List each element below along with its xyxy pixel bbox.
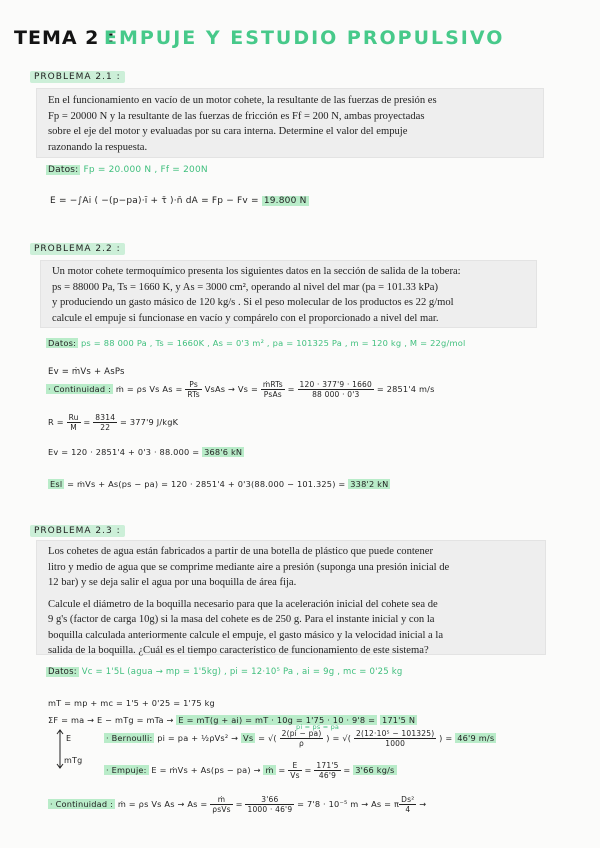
emp-result: 3'66 kg/s [355, 765, 395, 775]
statement-line: 9 g's (factor de carga 10g) si la masa del cohete es de 250 g. Para el instante inicial y con la [48, 614, 435, 625]
cont-text: = [287, 384, 298, 394]
statement-line: sobre el eje del motor y evaluadas por su cara interna. Determine el valor del empuje [48, 126, 408, 137]
problem-2-2-statement [40, 260, 537, 328]
cont-text: = [232, 799, 246, 809]
problem-2-2-label: PROBLEMA 2.2 : [30, 243, 125, 255]
r-text: = [83, 417, 94, 427]
empuje-line [104, 761, 397, 780]
bernoulli-line [104, 729, 496, 748]
fraction: $\frac{E}{Vs}$ [290, 761, 300, 780]
datos-values: Vc = 1'5L (agua → mp = 1'5kg) , pi = 12·10⁵ Pa , ai = 9g , mc = 0'25 kg [81, 667, 403, 677]
datos-label: Datos: [48, 165, 79, 175]
statement-line: Los cohetes de agua están fabricados a partir de una botella de plástico que puede contener [48, 546, 434, 557]
statement-line: boquilla calculada anteriormente calcule el empuje, el gasto másico y la velocidad inicial a la [48, 629, 444, 641]
statement-line: Un motor cohete termoquímico presenta los siguientes datos en la sección de salida de la tobera: [52, 266, 461, 277]
bern-result: 46'9 m/s [457, 733, 495, 743]
total-mass-line: mT = mp + mc = 1'5 + 0'25 = 1'75 kg [48, 698, 215, 708]
fraction: $\frac{Ru}{M}$ [68, 413, 79, 432]
fraction: $\frac{Ps}{\text{RTs}}$ [187, 380, 200, 399]
cont-text: ṁ = ρs Vs As → As = [115, 799, 211, 809]
problem-2-3-datos [46, 667, 402, 677]
arrow-label-e: E [66, 734, 72, 743]
emp-text: E = ṁVs + As(ps − pa) → [148, 765, 264, 775]
statement-line: 12 bar) y se deja salir el agua por una boquilla de área fija. [48, 577, 297, 588]
ev-calc: Ev = 120 · 2851'4 + 0'3 · 88.000 = [48, 447, 200, 457]
esl-label: Esl [50, 479, 63, 489]
problem-2-1-datos [46, 165, 208, 175]
statement-line: En el funcionamiento en vacío de un motor cohete, la resultante de las fuerzas de presión es [48, 95, 437, 106]
r-text: R = [48, 417, 67, 427]
problem-2-1-statement [36, 88, 544, 158]
cont-text: VsAs → Vs = [204, 384, 261, 394]
sumf-text: E = mT(g + ai) = mT · 10g = 1'75 · 10 · 9'8 = [178, 715, 376, 725]
sumf-result: 171'5 N [381, 715, 416, 725]
page-title-tema: TEMA 2 : [14, 27, 116, 49]
problem-2-1-label: PROBLEMA 2.1 : [30, 71, 125, 83]
fraction: $\frac{\text{Ds²}}{4}$ [401, 795, 415, 814]
continuidad-2-3-line [48, 795, 426, 814]
emp-text: = [340, 765, 351, 775]
fraction: $\frac{\text{ṁ}}{\text{ρsVs}}$ [212, 795, 231, 814]
arrow-label-mtg: mTg [64, 756, 83, 765]
fraction: $\frac{171'5}{46'9}$ [316, 761, 339, 780]
problem-2-2-datos [46, 338, 466, 348]
problem-2-3-label: PROBLEMA 2.3 : [30, 525, 125, 537]
r-constant-line [48, 413, 178, 432]
fraction: $\frac{120 \cdot 377'9 \cdot 1660}{88 000 \cdot 0'3}$ [299, 380, 373, 399]
problem-2-3-statement [36, 540, 546, 655]
datos-values: Fp = 20.000 N , Ff = 200N [83, 165, 208, 175]
cont-text: → [416, 799, 427, 809]
fraction: $\frac{3'66}{1000 \cdot 46'9}$ [247, 795, 293, 814]
bern-text: ) = √( [323, 733, 354, 743]
emp-text: = [275, 765, 289, 775]
bern-vs: Vs [243, 733, 254, 743]
statement-line: y produciendo un gasto másico de 120 kg/s . Si el peso molecular de los productos es 22 g/mol [52, 297, 454, 308]
statement-line: Calcule el diámetro de la boquilla necesario para que la aceleración inicial del cohete sea de [48, 598, 438, 610]
cont-text: ṁ = ρs Vs As = [115, 384, 186, 394]
datos-label: Datos: [48, 338, 77, 348]
bern-text: pi = pa + ½ρVs² → [154, 733, 242, 743]
esl-calc: = ṁVs + As(ps − pa) = 120 · 2851'4 + 0'3(88.000 − 101.325) = [64, 479, 346, 489]
statement-line: razonando la respuesta. [48, 141, 148, 153]
datos-label: Datos: [48, 667, 77, 677]
cont-text: = 7'8 · 10⁻⁵ m → As = π [294, 799, 400, 809]
force-balance-line [48, 715, 417, 725]
fraction: $\frac{\text{ṁRTs}}{\text{PsAs}}$ [262, 380, 283, 399]
fraction: $\frac{8314}{22}$ [95, 413, 116, 432]
statement-line: Fp = 20000 N y la resultante de las fuerzas de fricción es Ff = 200 N, ambas proyectadas [48, 110, 425, 122]
statement-line: calcule el empuje si funcionase en vacío y compárelo con el proporcionado a nivel del mar. [52, 312, 439, 324]
bernoulli-label: · Bernoulli: [106, 733, 153, 743]
cont-text: = 2851'4 m/s [376, 384, 435, 394]
datos-values: ps = 88 000 Pa , Ts = 1660K , As = 0'3 m² , pa = 101325 Pa , m = 120 kg , M = 22g/mol [80, 338, 466, 348]
esl-calc-line [48, 479, 390, 489]
fraction: $\frac{\text{2(12·10⁵ − 101325)}}{1000}$ [355, 729, 435, 748]
bern-text: = √( [255, 733, 280, 743]
statement-line: salida de la boquilla. ¿Cuál es el tiempo característico de funcionamiento de este sistema? [48, 645, 429, 656]
empuje-label: · Empuje: [106, 765, 147, 775]
bern-text: ) = [436, 733, 453, 743]
continuidad-line [46, 380, 435, 399]
bernoulli-note: pi = ps = pa [296, 723, 340, 731]
ev-result: 368'6 kN [204, 447, 243, 457]
fraction: $\frac{2(pi - pa)}{\rho}$ [281, 729, 322, 748]
emp-text: = [301, 765, 315, 775]
emp-m: ṁ [265, 765, 274, 775]
sumf-text: ΣF = ma → E − mTg = mTa → [48, 715, 174, 725]
ev-calc-line [48, 447, 244, 457]
continuidad-label: · Continuidad : [50, 799, 114, 809]
page-title-subject: EMPUJE Y ESTUDIO PROPULSIVO [104, 27, 505, 49]
statement-line: ps = 88000 Pa, Ts = 1660 K, y As = 3000 cm², operando al nivel del mar (pa = 101.33 kPa) [52, 281, 438, 293]
empuje-equation: E = −∫Ai ( −(p−pa)·ī + τ̄ )·n̄ dA = Fp − Fv = [50, 196, 259, 206]
esl-result: 338'2 kN [350, 479, 389, 489]
statement-line: litro y medio de agua que se comprime mediante aire a presión (suponga una presión inicial de [48, 561, 450, 573]
r-text: = 377'9 J/kgK [119, 417, 179, 427]
empuje-result: 19.800 N [263, 196, 307, 206]
problem-2-1-equation [50, 196, 309, 206]
continuidad-label: · Continuidad : [48, 384, 112, 394]
ev-formula: Ev = ṁVs + AsPs [48, 367, 125, 377]
